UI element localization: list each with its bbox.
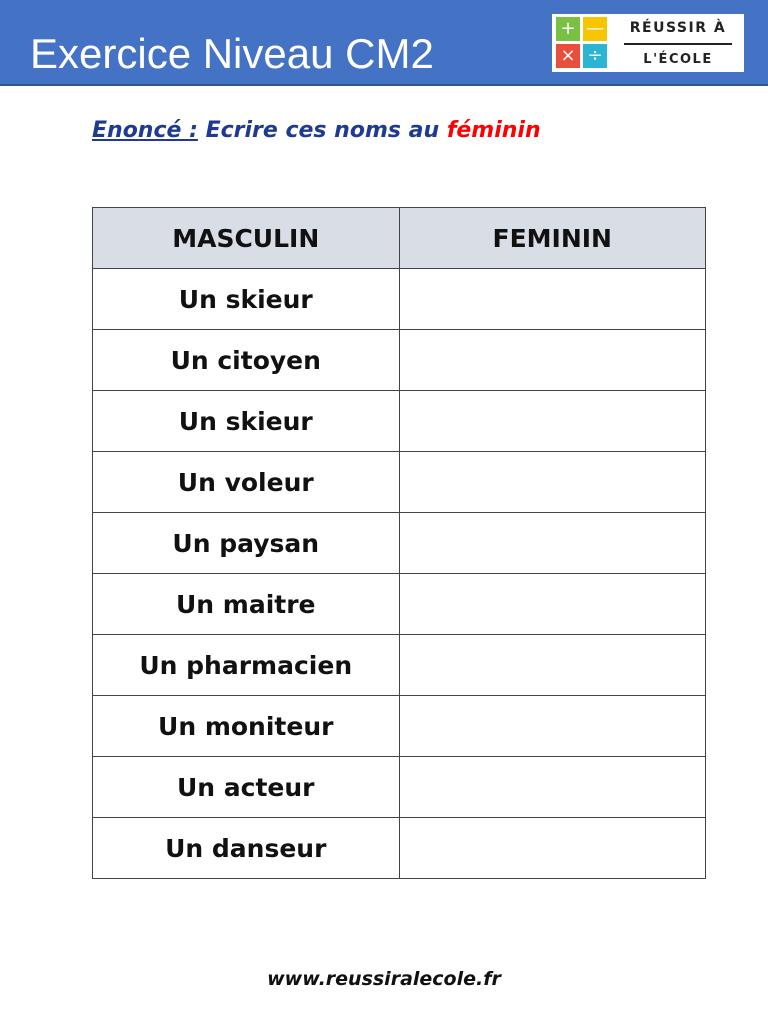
table-row [93, 269, 706, 330]
header-masculin: MASCULIN [93, 208, 400, 269]
table-row [93, 635, 706, 696]
table-row [93, 574, 706, 635]
footer-url[interactable]: www.reussiralecole.fr [267, 968, 501, 990]
feminin-answer-cell[interactable] [399, 269, 706, 330]
feminin-answer-cell[interactable] [399, 513, 706, 574]
instruction-label: Enoncé : [92, 118, 198, 143]
feminin-answer-cell[interactable] [399, 330, 706, 391]
times-icon: × [556, 44, 580, 68]
logo-line-2: L'ÉCOLE [643, 52, 713, 67]
feminin-answer-cell[interactable] [399, 635, 706, 696]
masculin-cell: Un skieur [93, 269, 400, 330]
plus-icon: + [556, 17, 580, 41]
table-row [93, 330, 706, 391]
table-row [93, 696, 706, 757]
divide-icon: ÷ [583, 44, 607, 68]
table-row [93, 818, 706, 879]
table-header-row [93, 208, 706, 269]
masculin-cell: Un citoyen [93, 330, 400, 391]
logo-line-1: RÉUSSIR À [629, 20, 727, 36]
feminin-answer-cell[interactable] [399, 818, 706, 879]
masculin-cell: Un danseur [93, 818, 400, 879]
feminin-answer-cell[interactable] [399, 696, 706, 757]
masculin-cell: Un maitre [93, 574, 400, 635]
exercise-table [92, 207, 706, 879]
feminin-answer-cell[interactable] [399, 574, 706, 635]
table-row [93, 391, 706, 452]
instruction [92, 118, 541, 143]
logo-text [616, 14, 740, 72]
header-feminin: FEMININ [399, 208, 706, 269]
masculin-cell: Un voleur [93, 452, 400, 513]
logo-divider [624, 43, 732, 45]
feminin-answer-cell[interactable] [399, 757, 706, 818]
masculin-cell: Un moniteur [93, 696, 400, 757]
masculin-cell: Un skieur [93, 391, 400, 452]
feminin-answer-cell[interactable] [399, 452, 706, 513]
masculin-cell: Un paysan [93, 513, 400, 574]
table-row [93, 757, 706, 818]
minus-icon: — [583, 17, 607, 41]
masculin-cell: Un pharmacien [93, 635, 400, 696]
page-header [0, 0, 768, 86]
instruction-text: Ecrire ces noms au [205, 118, 440, 143]
logo-math-icons [556, 17, 612, 73]
page-title: Exercice Niveau CM2 [30, 30, 434, 77]
masculin-cell: Un acteur [93, 757, 400, 818]
logo [552, 14, 744, 72]
feminin-answer-cell[interactable] [399, 391, 706, 452]
instruction-highlight: féminin [446, 118, 541, 143]
table-row [93, 452, 706, 513]
table-row [93, 513, 706, 574]
